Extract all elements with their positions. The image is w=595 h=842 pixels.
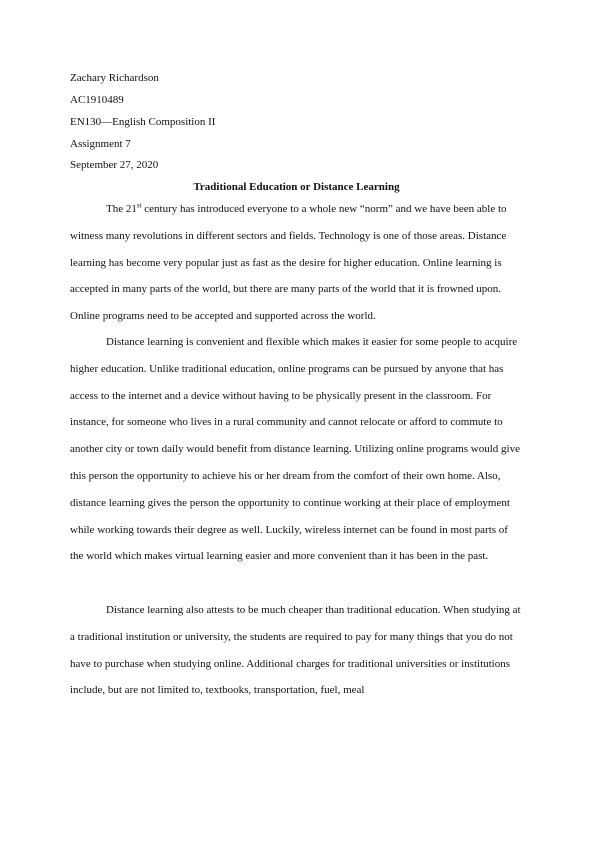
author-name: Zachary Richardson <box>70 72 159 84</box>
assignment-date: September 27, 2020 <box>70 159 159 171</box>
paragraph-1 <box>70 196 523 330</box>
paragraph-2: Distance learning is convenient and flexible which makes it easier for some people to acquire higher education. Unlike traditional education, online programs can be pursued by anyone that has access to the internet and a device without having to be physically present in the classroom. For instance, for someone who lives in a rural community and cannot relocate or afford to commute to another city or town daily would benefit from distance learning. Utilizing online programs would give this person the opportunity to achieve his or her dream from the comfort of their own home. Also, distance learning gives the person the opportunity to continue working at their place of employment while working towards their degree as well. Luckily, wireless internet can be found in most parts of the world which makes virtual learning easier and more convenient than it has been in the past. <box>70 336 520 563</box>
essay-title: Traditional Education or Distance Learning <box>193 181 400 193</box>
ordinal-superscript: st <box>136 201 142 210</box>
paragraph-1-start: The 21 <box>106 203 137 215</box>
assignment-label: Assignment 7 <box>70 138 131 150</box>
course-name: EN130—English Composition II <box>70 116 216 128</box>
paragraph-3: Distance learning also attests to be much cheaper than traditional education. When studying at a traditional institution or university, the students are required to pay for many things that you do not have to purchase when studying online. Additional charges for traditional universities or institutions include, but are not limited to, textbooks, transportation, fuel, meal <box>70 604 521 697</box>
student-id: AC1910489 <box>70 94 124 106</box>
paragraph-1-rest: century has introduced everyone to a whole new “norm” and we have been able to witness many revolutions in different sectors and fields. Technology is one of those areas. Distance learning has become very popular just as fast as the desire for higher education. Online learning is accepted in many parts of the world, but there are many parts of the world that it is frowned upon. Online programs need to be accepted and supported across the world. <box>70 203 507 323</box>
